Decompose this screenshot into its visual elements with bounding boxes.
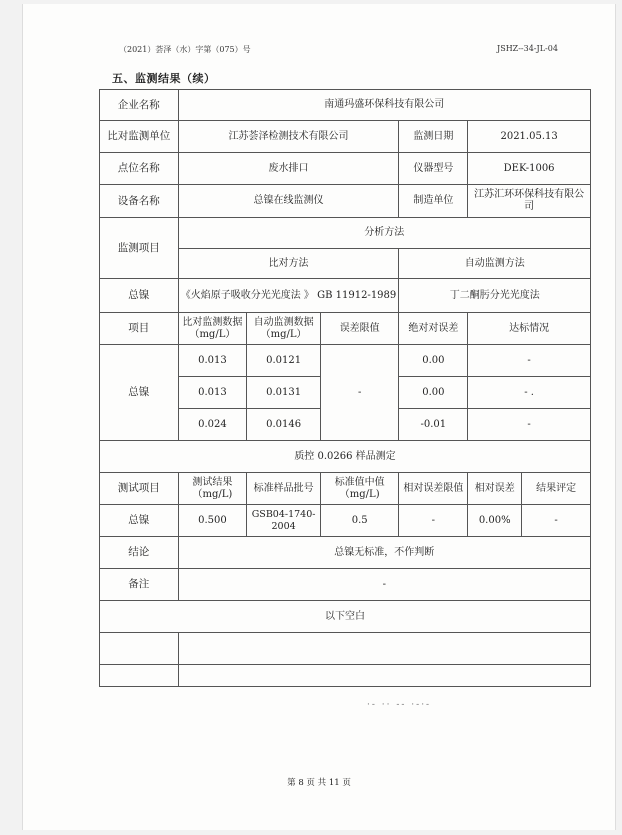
qc-header-rel-error: 相对误差 bbox=[468, 473, 522, 505]
qc-batch: GSB04-1740-2004 bbox=[247, 505, 321, 537]
monitoring-item-label: 监测项目 bbox=[100, 218, 179, 279]
row-methods bbox=[100, 279, 591, 313]
company-value: 南通玛盛环保科技有限公司 bbox=[178, 90, 590, 121]
device-value: 总镍在线监测仪 bbox=[178, 185, 399, 218]
empty-row bbox=[100, 633, 591, 665]
comparison-unit-label: 比对监测单位 bbox=[100, 121, 179, 153]
model-label: 仪器型号 bbox=[399, 153, 468, 185]
qc-header-result: 测试结果（mg/L) bbox=[178, 473, 247, 505]
method-pollutant: 总镍 bbox=[100, 279, 179, 313]
model-value: DEK-1006 bbox=[468, 153, 591, 185]
row-analysis-header bbox=[100, 218, 591, 249]
row-device bbox=[100, 185, 591, 218]
comparison-unit-value: 江苏荟泽检测技术有限公司 bbox=[178, 121, 399, 153]
document-id: （2021）荟泽（水）字第（075）号 bbox=[119, 45, 251, 54]
table-row bbox=[100, 345, 591, 377]
auto-value: 0.0131 bbox=[247, 377, 321, 409]
abs-error-value: 0.00 bbox=[399, 377, 468, 409]
conclusion-label: 结论 bbox=[100, 537, 179, 569]
results-header-row bbox=[100, 313, 591, 345]
qc-title-row bbox=[100, 441, 591, 473]
empty-row bbox=[100, 665, 591, 687]
qc-header-standard: 标准值中值（mg/L) bbox=[320, 473, 399, 505]
remark-label: 备注 bbox=[100, 569, 179, 601]
abs-error-value: -0.01 bbox=[399, 409, 468, 441]
qc-data-row bbox=[100, 505, 591, 537]
device-label: 设备名称 bbox=[100, 185, 179, 218]
date-label: 监测日期 bbox=[399, 121, 468, 153]
section-title: 五、监测结果（续） bbox=[112, 72, 216, 85]
analysis-method-label: 分析方法 bbox=[178, 218, 590, 249]
results-header-abs-error: 绝对对误差 bbox=[399, 313, 468, 345]
document-code: JSHZ--34-JL-04 bbox=[497, 44, 558, 53]
date-value: 2021.05.13 bbox=[468, 121, 591, 153]
qc-rel-error: 0.00% bbox=[468, 505, 522, 537]
row-comparison-unit bbox=[100, 121, 591, 153]
comparison-value: 0.013 bbox=[178, 377, 247, 409]
empty-cell bbox=[178, 633, 590, 665]
point-label: 点位名称 bbox=[100, 153, 179, 185]
conclusion-value: 总镍无标准，不作判断 bbox=[178, 537, 590, 569]
qc-header-row bbox=[100, 473, 591, 505]
document-page bbox=[22, 4, 616, 830]
blank-note: 以下空白 bbox=[100, 601, 591, 633]
qc-title: 质控 0.0266 样品测定 bbox=[100, 441, 591, 473]
results-pollutant: 总镍 bbox=[100, 345, 179, 441]
row-point bbox=[100, 153, 591, 185]
results-header-error-limit: 误差限值 bbox=[320, 313, 399, 345]
qc-limit: - bbox=[399, 505, 468, 537]
comparison-value: 0.024 bbox=[178, 409, 247, 441]
qc-standard: 0.5 bbox=[320, 505, 399, 537]
auto-method-label: 自动监测方法 bbox=[399, 249, 591, 279]
qc-header-batch: 标准样品批号 bbox=[247, 473, 321, 505]
comparison-method-value: 《火焰原子吸收分光光度法 》 GB 11912-1989 bbox=[178, 279, 399, 313]
auto-value: 0.0146 bbox=[247, 409, 321, 441]
auto-method-value: 丁二酮肟分光光度法 bbox=[399, 279, 591, 313]
maker-value: 江苏汇环环保科技有限公司 bbox=[468, 185, 591, 218]
qc-result: 0.500 bbox=[178, 505, 247, 537]
error-limit-value: - bbox=[320, 345, 399, 441]
maker-label: 制造单位 bbox=[399, 185, 468, 218]
company-label: 企业名称 bbox=[100, 90, 179, 121]
row-company bbox=[100, 90, 591, 121]
qc-header-evaluation: 结果评定 bbox=[522, 473, 591, 505]
results-header-comparison: 比对监测数据（mg/L） bbox=[178, 313, 247, 345]
results-header-status: 达标情况 bbox=[468, 313, 591, 345]
conclusion-row bbox=[100, 537, 591, 569]
stamp-marks: ·- ·· -- ·-·- bbox=[367, 700, 432, 710]
remark-value: - bbox=[178, 569, 590, 601]
status-value: - bbox=[468, 345, 591, 377]
empty-cell bbox=[178, 665, 590, 687]
qc-item: 总镍 bbox=[100, 505, 179, 537]
comparison-method-label: 比对方法 bbox=[178, 249, 399, 279]
page-number: 第 8 页 共 11 页 bbox=[287, 778, 351, 788]
status-value: - . bbox=[468, 377, 591, 409]
auto-value: 0.0121 bbox=[247, 345, 321, 377]
results-header-auto: 自动监测数据（mg/L） bbox=[247, 313, 321, 345]
qc-header-limit: 相对误差限值 bbox=[399, 473, 468, 505]
abs-error-value: 0.00 bbox=[399, 345, 468, 377]
qc-evaluation: - bbox=[522, 505, 591, 537]
empty-cell bbox=[100, 633, 179, 665]
empty-cell bbox=[100, 665, 179, 687]
point-value: 废水排口 bbox=[178, 153, 399, 185]
results-header-item: 项目 bbox=[100, 313, 179, 345]
status-value: - bbox=[468, 409, 591, 441]
remark-row bbox=[100, 569, 591, 601]
monitoring-results-table bbox=[99, 89, 591, 687]
qc-header-item: 测试项目 bbox=[100, 473, 179, 505]
comparison-value: 0.013 bbox=[178, 345, 247, 377]
blank-note-row bbox=[100, 601, 591, 633]
